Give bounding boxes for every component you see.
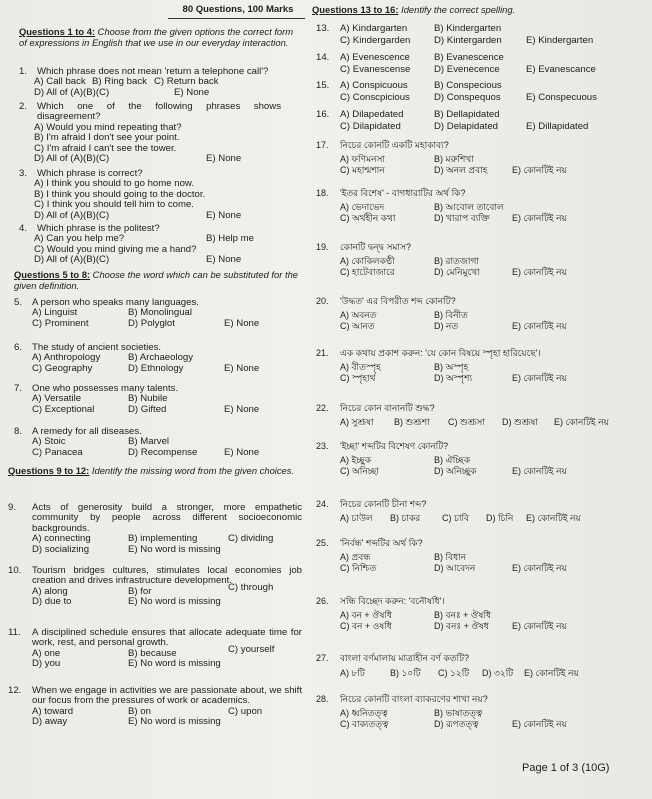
question-26: 26. সন্ধি বিচ্ছেদ করুন: 'বনৌষধি'। A) বন + ঔষধি B) বনঃ + ঔষধি C) বন + ওষধি D) বনঃ + ঔষধ E) কোনটিই নয়: [316, 596, 567, 632]
right-column: [308, 0, 652, 799]
marks-header: 80 Questions, 100 Marks: [168, 4, 305, 19]
question-2: 2. Which one of the following phrases shows disagreement? A) Would you mind repeating that? B) I'm afraid I don't see your point. C) I'm afraid I can't see the tower. D) All of (A)(B)(C) E) None: [19, 101, 281, 164]
question-5: 5. A person who speaks many languages. A) Linguist B) Monolingual C) Prominent D) Polyglot E) None: [14, 297, 260, 329]
question-13: 13. A) Kindargarten B) Kindergarten C) Kindergarden D) Kintergarden E) Kindergarten: [316, 23, 594, 46]
question-1: 1. Which phrase does not mean 'return a telephone call'? A) Call back B) Ring back C) Return back D) All of (A)(B)(C) E) None: [19, 66, 269, 98]
question-11: 11. A disciplined schedule ensures that allocate adequate time for work, rest, and personal growth. A) one B) because C) yourself D) you E) No word is missing: [8, 627, 302, 670]
section-1-instruction: Questions 1 to 4: Choose from the given options the correct form of expressions in English that we use in our everyday interaction.: [19, 26, 294, 48]
question-8: 8. A remedy for all diseases. A) Stoic B) Marvel C) Panacea D) Recompense E) None: [14, 426, 260, 458]
question-14: 14. A) Evenescence B) Evanescence C) Evanescense D) Evenecence E) Evanescance: [316, 52, 596, 75]
question-28: 28. নিচের কোনটি বাংলা ব্যাকরণের শাখা নয়? A) ধ্বনিতত্ত্ব B) ভাষাতত্ত্ব C) বাক্যতত্ত্ব D) রূপতত্ত্ব E) কোনটিই নয়: [316, 694, 567, 730]
question-21: 21. এক কথায় প্রকাশ করুন: 'যে কোন বিষয়ে স্পৃহা হারিয়েছে'। A) বীতস্পৃহ B) অস্পৃহ C) স্পৃহার্থ D) অস্পৃশ্য E) কোনটিই নয়: [316, 348, 567, 384]
question-12: 12. When we engage in activities we are passionate about, we shift our focus from the pressures of work or academics. A) toward B) on C) upon D) away E) No word is missing: [8, 685, 302, 728]
question-7: 7. One who possesses many talents. A) Versatile B) Nubile C) Exceptional D) Gifted E) None: [14, 383, 260, 415]
section-4-instruction: Questions 13 to 16: Identify the correct spelling.: [312, 4, 516, 15]
question-24: 24. নিচের কোনটি চীনা শব্দ? A) চাউল B) চাকর C) চাবি D) চিনি E) কোনটিই নয়: [316, 499, 581, 523]
section-2-instruction: Questions 5 to 8: Choose the word which can be substituted for the given definition.: [14, 269, 299, 291]
left-column: [0, 0, 305, 799]
page-number: Page 1 of 3 (10G): [522, 762, 610, 774]
question-4: 4. Which phrase is the politest? A) Can you help me? B) Help me C) Would you mind giving me a hand? D) All of (A)(B)(C) E) None: [19, 223, 254, 266]
question-25: 25. 'নির্বন্ধ' শব্দটির অর্থ কি? A) প্রবন্ধ B) বিধান C) নিশ্চিত D) আবেদন E) কোনটিই নয়: [316, 538, 567, 574]
question-20: 20. 'উদ্ধত' এর বিপরীত শব্দ কোনটি? A) অবনত B) বিনীত C) আনত D) নত E) কোনটিই নয়: [316, 296, 567, 332]
question-6: 6. The study of ancient societies. A) Anthropology B) Archaeology C) Geography D) Ethnology E) None: [14, 342, 260, 374]
question-27: 27. বাংলা বর্ণমালায় মাত্রাহীন বর্ণ কতটি? A) ৮টি B) ১০টি C) ১২টি D) ৩২টি E) কোনটিই নয়: [316, 653, 579, 678]
question-17: 17. নিচের কোনটি একটি মহাকাব্য? A) ফণিমনসা B) মরুশিখা C) মহাশ্মশান D) অনল প্রবাহ E) কোনটিই নয়: [316, 140, 567, 176]
question-19: 19. কোনটি দ্বন্দ্ব সমাস? A) কোকিলকণ্ঠী B) রাতজাগা C) হাটেবাজারে D) মেনিমুখো E) কোনটিই নয়: [316, 242, 567, 278]
section-3-instruction: Questions 9 to 12: Identify the missing word from the given choices.: [8, 465, 295, 476]
question-3: 3. Which phrase is correct? A) I think you should to go home now. B) I think you should going to the doctor. C) I think you should tell him to come. D) All of (A)(B)(C) E) None: [19, 168, 242, 221]
question-18: 18. 'ইতর বিশেষ' - বাগধারাটির অর্থ কি? A) ভেদাভেদ B) আবোল তাবোল C) অর্থহীন কথা D) খারাপ ব্যক্তি E) কোনটিই নয়: [316, 188, 567, 224]
question-15: 15. A) Conspicuous B) Conspecious C) Conscpicious D) Conspequos E) Conspecuous: [316, 80, 597, 103]
question-23: 23. 'ইচ্ছা' শব্দটির বিশেষণ কোনটি? A) ইচ্ছুক B) ঐচ্ছিক C) অনিচ্ছা D) অনিচ্ছুক E) কোনটিই নয়: [316, 441, 567, 477]
question-9: 9. Acts of generosity build a stronger, more empathetic community by people across different socioeconomic backgrounds. A) connecting B) implementing C) dividing D) socializing E) No word is missing: [8, 502, 302, 555]
question-22: 22. নিচের কোন বানানটি শুদ্ধ? A) সুশ্রূষা B) শুশ্রূশা C) শুশ্রূসা D) শুশ্রূষা E) কোনটিই নয়: [316, 403, 609, 427]
question-10: 10. Tourism bridges cultures, stimulates local economies job creation and drives infrastructure development. A) along B) for C) through D) due to E) No word is missing: [8, 565, 302, 608]
question-16: 16. A) Dilapedated B) Dellapidated C) Dilapidated D) Delapidated E) Dillapidated: [316, 109, 589, 132]
